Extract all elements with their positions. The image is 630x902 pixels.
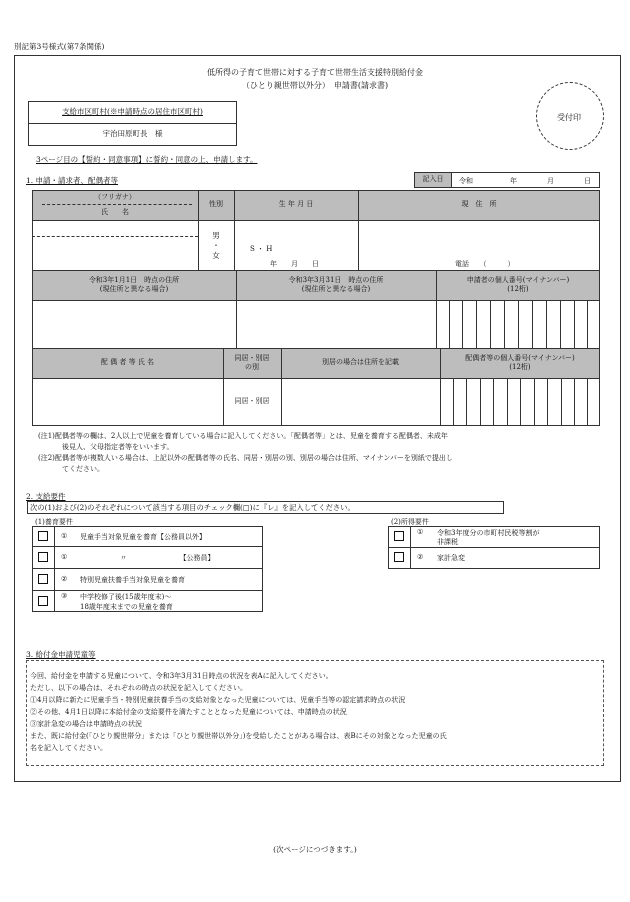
req1-text-1: 児童手当対象児童を養育【公務員以外】: [80, 533, 206, 541]
entry-date-era: 令和: [459, 177, 473, 185]
instruction-text: 次の(1)および(2)のそれぞれについて該当する項目のチェック欄(□)に『レ』を記入してください。: [30, 503, 355, 512]
spouse-mynumber-label: 配偶者等の個人番号(マイナンバー) (12桁): [465, 353, 575, 371]
form-subtitle: （ひとり親世帯以外分） 申請書(請求書): [241, 81, 389, 90]
municipality-label: 支給市区町村(※申請時点の居住市区町村): [62, 106, 203, 116]
req1-text-2: 〃 【公務員】: [120, 554, 215, 562]
birth-label: 生 年 月 日: [278, 200, 314, 209]
continued-footer: (次ページにつづきます。): [273, 845, 357, 854]
name-label: 氏 名: [101, 207, 129, 216]
jan1-address-label: 令和3年1月1日 時点の住所 (現住所と異なる場合): [88, 275, 180, 293]
req1-text-4b: 18歳年度末までの児童を養育: [80, 603, 173, 611]
separate-address-label: 別居の場合は住所を記載: [322, 358, 399, 367]
note2-cont: てください。: [62, 465, 104, 473]
section3-line-6: また、既に給付金(「ひとり親世帯分」または「ひとり親世帯以外分」)を受給したことがある場合は、表Bにその対象となった児童の氏: [30, 732, 447, 740]
note1: (注1)配偶者等の欄は、2人以上で児童を養育している場合に記入してください。「配偶者等」とは、児童を養育する配偶者、未成年: [38, 432, 448, 440]
form-number: 別記第3号様式(第7条関係): [14, 42, 105, 51]
furigana-label: （フリガナ）: [94, 192, 136, 201]
req1-title: (1)養育要件: [35, 518, 73, 526]
req1-num-4: ③: [61, 592, 68, 600]
req2-checkbox-2[interactable]: [394, 552, 404, 562]
req1-checkbox-1[interactable]: [38, 531, 48, 541]
entry-date-month: 月: [547, 177, 554, 185]
sex-options[interactable]: 男 ・ 女: [212, 230, 220, 261]
req1-num-2: ①: [61, 553, 68, 561]
mar31-address-label: 令和3年3月31日 時点の住所 (現住所と異なる場合): [288, 275, 384, 293]
cohabit-value[interactable]: 同居・別居: [234, 397, 270, 406]
section3-line-5: ③家計急変の場合は申請時点の状況: [30, 720, 142, 728]
section3-line-7: 名を記入してください。: [30, 744, 107, 752]
req1-text-4: 中学校修了後(15歳年度末)～: [80, 593, 172, 601]
phone-label[interactable]: 電話 （ ）: [455, 260, 515, 268]
pledge-text: 3ページ目の【誓約・同意事項】に誓約・同意の上、申請します。: [36, 155, 258, 164]
req2-text-2: 家計急変: [437, 554, 465, 562]
entry-date-year: 年: [510, 177, 517, 185]
section3-heading: 3. 給付金申請児童等: [26, 650, 96, 659]
req1-checkbox-2[interactable]: [38, 552, 48, 562]
municipality-name: 宇治田原町長 様: [102, 129, 163, 139]
birth-era[interactable]: S ・ H: [250, 245, 273, 253]
req1-checkbox-4[interactable]: [38, 596, 48, 606]
req1-checkbox-3[interactable]: [38, 574, 48, 584]
entry-date-label: 記入日: [422, 175, 444, 184]
applicant-mynumber-label: 申請者の個人番号(マイナンバー) (12桁): [466, 275, 570, 293]
req2-num-2: ②: [417, 553, 424, 561]
req2-checkbox-1[interactable]: [394, 531, 404, 541]
stamp-label: 受付印: [557, 113, 581, 122]
applicant-table: [32, 190, 600, 426]
entry-date-day: 日: [584, 177, 591, 185]
section3-line-3: ①4月以降に新たに児童手当・特別児童扶養手当の支給対象となった児童については、児童手当等の認定請求時点の状況: [30, 696, 406, 704]
section2-heading: 2. 支給要件: [26, 492, 66, 501]
req2-title: (2)所得要件: [391, 518, 429, 526]
address-label: 現 住 所: [461, 200, 497, 209]
birth-ymd[interactable]: 年 月 日: [270, 260, 319, 268]
note2: (注2)配偶者等が複数人いる場合は、上記以外の配偶者等の氏名、同居・別居の別、別居の場合は住所、マイナンバーを別紙で提出し: [38, 454, 453, 462]
sex-label: 性別: [209, 200, 223, 209]
req2-text-1: 令和3年度分の市町村民税等割が: [437, 529, 540, 537]
spouse-name-label: 配 偶 者 等 氏 名: [100, 358, 155, 367]
section3-line-4: ②その他、4月1日以降に本給付金の支給要件を満たすこととなった児童については、申請時点の状況: [30, 708, 347, 716]
req1-text-3: 特別児童扶養手当対象児童を養育: [80, 576, 185, 584]
req2-num-1: ①: [417, 528, 424, 536]
req1-num-1: ①: [61, 532, 68, 540]
note1-cont: 後見人、父母指定者等をいいます。: [62, 443, 174, 451]
section1-heading: 1. 申請・請求者、配偶者等: [26, 176, 119, 185]
req2-text-1b: 非課税: [437, 538, 458, 546]
cohabit-label: 同居・別居 の別: [234, 353, 270, 371]
section3-line-2: ただし、以下の場合は、それぞれの時点の状況を記入してください。: [30, 684, 247, 692]
section3-line-1: 今回、給付金を申請する児童について、令和3年3月31日時点の状況を表Aに記入してください。: [30, 672, 333, 680]
req1-num-3: ②: [61, 575, 68, 583]
form-title: 低所得の子育て世帯に対する子育て世帯生活支援特別給付金: [207, 68, 423, 77]
